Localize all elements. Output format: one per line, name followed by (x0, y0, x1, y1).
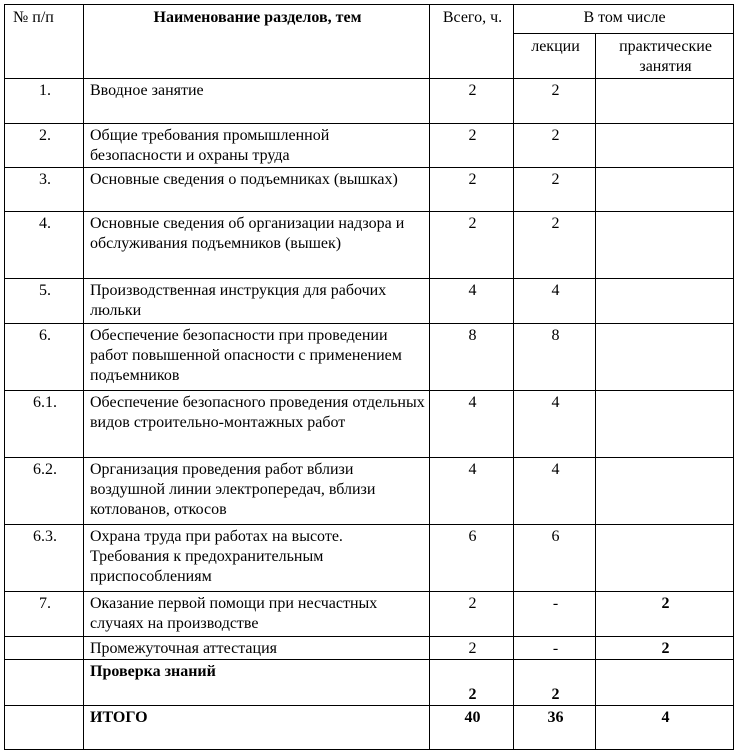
total-name: ИТОГО (84, 706, 430, 750)
row-num: 3. (5, 168, 84, 212)
header-practice: практические занятия (596, 34, 734, 79)
row-lectures: 8 (514, 324, 596, 391)
row-lectures: - (514, 637, 596, 660)
row-name: Основные сведения о подъемниках (вышках) (84, 168, 430, 212)
table-row (5, 79, 734, 124)
row-name: Общие требования промышленной безопасности и охраны труда (84, 124, 430, 168)
table-row (5, 324, 734, 391)
row-total: 6 (430, 525, 514, 592)
row-name: Оказание первой помощи при несчастных случаях на производстве (84, 592, 430, 637)
table-row (5, 525, 734, 592)
row-total: 2 (430, 168, 514, 212)
row-name: Обеспечение безопасного проведения отдельных видов строительно-монтажных работ (84, 391, 430, 458)
row-practice (596, 168, 734, 212)
table-row (5, 124, 734, 168)
row-lectures: 6 (514, 525, 596, 592)
row-practice (596, 391, 734, 458)
row-practice (596, 212, 734, 279)
row-num: 6.1. (5, 391, 84, 458)
row-num: 2. (5, 124, 84, 168)
row-num: 1. (5, 79, 84, 124)
row-total: 2 (430, 592, 514, 637)
table-row (5, 592, 734, 637)
row-name: Обеспечение безопасности при проведении работ повышенной опасности с применением подъемников (84, 324, 430, 391)
table-row (5, 168, 734, 212)
row-total: 4 (430, 458, 514, 525)
header-name: Наименование разделов, тем (84, 5, 430, 79)
row-name: Основные сведения об организации надзора и обслуживания подъемников (вышек) (84, 212, 430, 279)
row-practice (596, 79, 734, 124)
table-row (5, 458, 734, 525)
row-total: 4 (430, 279, 514, 324)
row-lectures: 2 (514, 79, 596, 124)
row-practice (596, 525, 734, 592)
exam-lectures: 2 (514, 660, 596, 706)
table-row (5, 391, 734, 458)
exam-name: Проверка знаний (84, 660, 430, 706)
row-practice: 2 (596, 592, 734, 637)
row-practice (596, 458, 734, 525)
table-row (5, 637, 734, 660)
row-num (5, 637, 84, 660)
row-lectures: 2 (514, 212, 596, 279)
row-num: 6.2. (5, 458, 84, 525)
row-lectures: 4 (514, 458, 596, 525)
row-name: Организация проведения работ вблизи воздушной линии электропередач, вблизи котлованов, откосов (84, 458, 430, 525)
row-num: 6. (5, 324, 84, 391)
row-total: 2 (430, 212, 514, 279)
row-practice: 2 (596, 637, 734, 660)
row-practice (596, 124, 734, 168)
row-lectures: - (514, 592, 596, 637)
exam-practice (596, 660, 734, 706)
row-practice (596, 324, 734, 391)
exam-row (5, 660, 734, 706)
row-total: 2 (430, 124, 514, 168)
header-total: Всего, ч. (430, 5, 514, 79)
row-name: Производственная инструкция для рабочих люльки (84, 279, 430, 324)
total-num (5, 706, 84, 750)
exam-total: 2 (430, 660, 514, 706)
row-name: Вводное занятие (84, 79, 430, 124)
row-lectures: 2 (514, 168, 596, 212)
header-num: № п/п (5, 5, 84, 79)
row-total: 2 (430, 637, 514, 660)
row-total: 8 (430, 324, 514, 391)
total-practice: 4 (596, 706, 734, 750)
row-practice (596, 279, 734, 324)
row-num: 4. (5, 212, 84, 279)
row-name: Охрана труда при работах на высоте. Требования к предохранительным приспособлениям (84, 525, 430, 592)
row-total: 2 (430, 79, 514, 124)
row-name: Промежуточная аттестация (84, 637, 430, 660)
total-row (5, 706, 734, 750)
exam-num (5, 660, 84, 706)
header-including: В том числе (514, 5, 734, 34)
total-lectures: 36 (514, 706, 596, 750)
row-lectures: 4 (514, 279, 596, 324)
curriculum-table (4, 4, 734, 750)
row-total: 4 (430, 391, 514, 458)
row-num: 6.3. (5, 525, 84, 592)
row-lectures: 2 (514, 124, 596, 168)
header-lectures: лекции (514, 34, 596, 79)
row-num: 7. (5, 592, 84, 637)
table-row (5, 279, 734, 324)
table-row (5, 212, 734, 279)
total-total: 40 (430, 706, 514, 750)
row-num: 5. (5, 279, 84, 324)
row-lectures: 4 (514, 391, 596, 458)
